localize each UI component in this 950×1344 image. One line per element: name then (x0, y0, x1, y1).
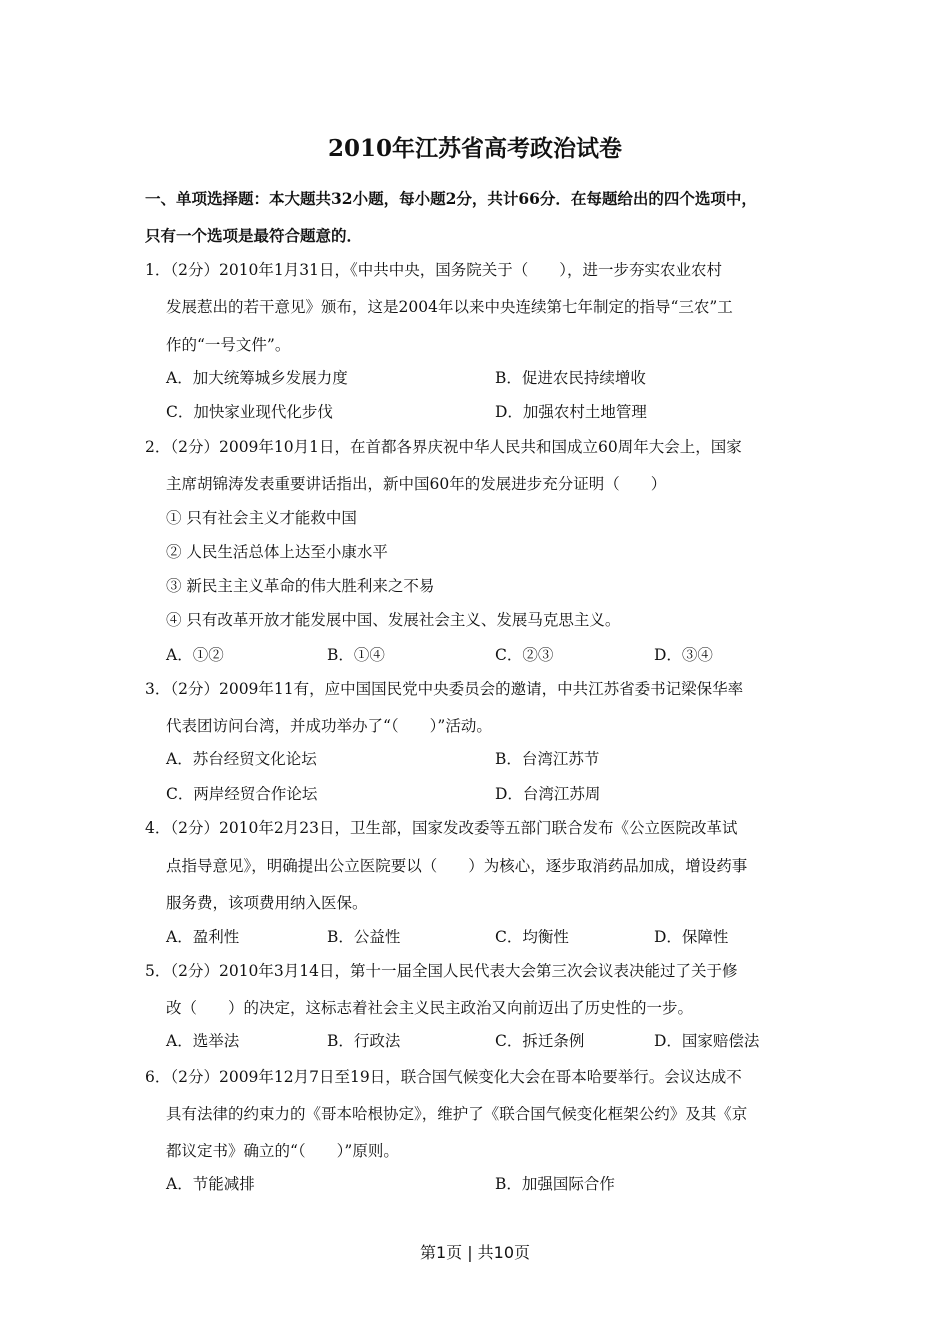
question-2-option-c: C．②③ (495, 646, 554, 664)
question-4-option-c: C．均衡性 (495, 928, 569, 946)
question-3-option-d: D．台湾江苏周 (495, 785, 601, 803)
question-1-line-2: 发展惹出的若干意见》颁布，这是2004年以来中央连续第七年制定的指导“三农”工 (166, 298, 733, 316)
question-1-line-3: 作的“一号文件”。 (166, 336, 291, 354)
question-2-item-1: ① 只有社会主义才能救中国 (166, 509, 357, 527)
question-5-option-d: D．国家赔偿法 (654, 1032, 760, 1050)
question-1-option-c: C．加快家业现代化步伐 (166, 403, 333, 421)
section-heading-line-2: 只有一个选项是最符合题意的． (145, 226, 363, 245)
question-5-line-2: 改（ ）的决定，这标志着社会主义民主政治又向前迈出了历史性的一步。 (166, 999, 694, 1017)
question-4-option-b: B．公益性 (327, 928, 401, 946)
question-3-option-a: A．苏台经贸文化论坛 (166, 750, 317, 768)
question-2-item-3: ③ 新民主主义革命的伟大胜利来之不易 (166, 577, 435, 595)
page-title: 2010年江苏省高考政治试卷 (327, 135, 622, 162)
question-2-option-d: D．③④ (654, 646, 713, 664)
question-6-line-3: 都议定书》确立的“（ ）”原则。 (166, 1142, 399, 1160)
question-2-line-1: 2．（2分）2009年10月1日，在首都各界庆祝中华人民共和国成立60周年大会上，国家 (145, 438, 742, 456)
question-5-option-a: A．选举法 (166, 1032, 240, 1050)
question-3-option-b: B．台湾江苏节 (495, 750, 600, 768)
question-2-item-4: ④ 只有改革开放才能发展中国、发展社会主义、发展马克思主义。 (166, 611, 621, 629)
question-1-option-d: D．加强农村土地管理 (495, 403, 647, 421)
question-2-item-2: ② 人民生活总体上达至小康水平 (166, 543, 388, 561)
question-1-option-a: A．加大统筹城乡发展力度 (166, 369, 348, 387)
question-3-option-c: C．两岸经贸合作论坛 (166, 785, 318, 803)
question-5-line-1: 5．（2分）2010年3月14日，第十一届全国人民代表大会第三次会议表决能过了关于修 (145, 962, 738, 980)
question-3-line-1: 3．（2分）2009年11有，应中国国民党中央委员会的邀请，中共江苏省委书记梁保华率 (145, 680, 744, 698)
question-1-line-1: 1．（2分）2010年1月31日，《中共中央，国务院关于（ ），进一步夯实农业农村 (145, 261, 723, 279)
question-3-line-2: 代表团访问台湾，并成功举办了“（ ）”活动。 (166, 717, 492, 735)
question-2-option-b: B．①④ (327, 646, 385, 664)
question-1-option-b: B．促进农民持续增收 (495, 369, 646, 387)
question-4-line-2: 点指导意见》，明确提出公立医院要以（ ）为核心，逐步取消药品加成，增设药事 (166, 857, 748, 875)
question-4-option-d: D．保障性 (654, 928, 729, 946)
question-2-line-2: 主席胡锦涛发表重要讲话指出，新中国60年的发展进步充分证明（ ） (166, 475, 667, 493)
question-6-line-1: 6．（2分）2009年12月7日至19日，联合国气候变化大会在哥本哈要举行。会议达成不 (145, 1068, 742, 1086)
question-5-option-c: C．拆迁条例 (495, 1032, 585, 1050)
question-6-option-a: A．节能减排 (166, 1175, 255, 1193)
page-footer: 第1页 | 共10页 (419, 1243, 531, 1262)
section-heading-line-1: 一、单项选择题：本大题共32小题，每小题2分，共计66分．在每题给出的四个选项中， (145, 189, 757, 208)
question-4-option-a: A．盈利性 (166, 928, 240, 946)
question-2-option-a: A．①② (166, 646, 224, 664)
question-6-option-b: B．加强国际合作 (495, 1175, 615, 1193)
question-4-line-1: 4．（2分）2010年2月23日，卫生部，国家发改委等五部门联合发布《公立医院改革试 (145, 819, 738, 837)
question-5-option-b: B．行政法 (327, 1032, 401, 1050)
question-6-line-2: 具有法律的约束力的《哥本哈根协定》，维护了《联合国气候变化框架公约》及其《京 (166, 1105, 748, 1123)
question-4-line-3: 服务费，该项费用纳入医保。 (166, 894, 368, 912)
